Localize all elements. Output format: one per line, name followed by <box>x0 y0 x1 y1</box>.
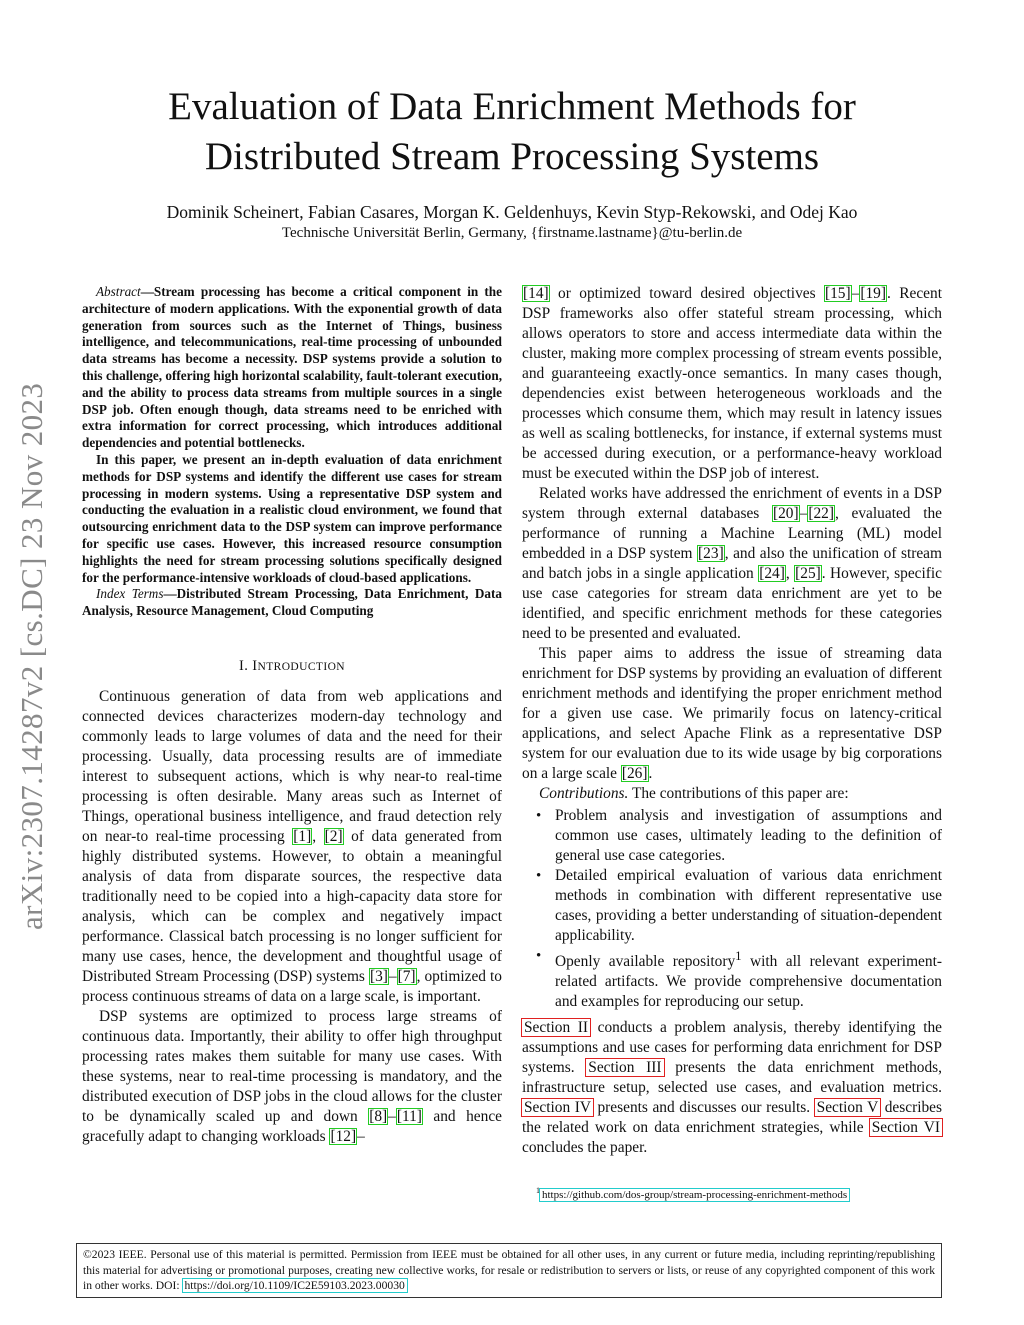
citation-link[interactable]: [7] <box>397 967 416 985</box>
citation-link[interactable]: [8] <box>369 1107 388 1125</box>
left-column <box>82 284 502 1147</box>
citation-link[interactable]: [14] <box>523 285 549 302</box>
contributions-label: Contributions. <box>539 785 629 802</box>
section-link[interactable]: Section VI <box>871 1119 940 1137</box>
contributions-intro: Contributions. The contributions of this paper are: <box>539 785 849 802</box>
index-terms-label: Index Terms <box>96 586 164 602</box>
list-item: • Problem analysis and investigation of assumptions and common use cases, ultimately leading to the definition of general use case categories. <box>536 807 942 864</box>
title-line-1: Evaluation of Data Enrichment Methods for <box>168 85 856 128</box>
affiliation: Technische Universität Berlin, Germany, {firstname.lastname}@tu-berlin.de <box>281 225 743 241</box>
citation-link[interactable]: [15] <box>824 285 851 302</box>
bullet-icon: • <box>536 868 542 884</box>
index-terms: Index Terms—Distributed Stream Processing, Data Enrichment, Data Analysis, Resource Management, Cloud Computing <box>82 586 502 619</box>
doi-link[interactable]: https://doi.org/10.1109/IC2E59103.2023.00030 <box>184 1279 405 1292</box>
citation-link[interactable]: [11] <box>396 1107 422 1125</box>
citation-link[interactable]: [24] <box>759 565 785 582</box>
intro-paragraph-2: DSP systems are optimized to process large streams of continuous data. Importantly, their ability to offer high throughput processing rates makes them suitable for many use cases. With these systems, near to real-time processing is mandatory, and the distributed execution of DSP jobs in the cloud allows for the cluster to be dynamically scaled up and down [8]–[11] and hence gracefully adapt to changing workloads [12]– <box>82 1007 502 1145</box>
citation-link[interactable]: [23] <box>698 545 724 562</box>
footnote-number: 1 <box>536 1186 540 1195</box>
section-link[interactable]: Section V <box>816 1099 879 1117</box>
list-item: • Openly available repository$^1$ with all relevant experiment-related artifacts. We provide comprehensive documentation and examples for reproducing our setup. <box>536 948 942 1011</box>
section-heading-introduction: I. INTRODUCTION <box>239 657 345 674</box>
title-line-2: Distributed Stream Processing Systems <box>204 135 820 178</box>
abstract-paragraph-1: Abstract—Stream processing has become a critical component in the architecture of modern applications. With the exponential growth of data generation from sources such as the Internet of Things, business intelligence, and telecommunications, real-time processing of unbounded data streams has become a necessity. DSP systems provide a solution to this challenge, offering high horizontal scalability, fault-tolerant execution, and the ability to process data streams from multiple sources in a single DSP job. Often enough though, data streams need to be enriched with extra information for correct processing, which introduces additional dependencies and potential bottlenecks. <box>82 284 502 451</box>
author-list: Dominik Scheinert, Fabian Casares, Morgan K. Geldenhuys, Kevin Styp-Rekowski, and Odej Kao <box>166 202 858 222</box>
paper-title <box>120 82 904 182</box>
contributions-list <box>522 806 942 1012</box>
intro-paragraph-4: This paper aims to address the issue of streaming data enrichment for DSP systems by providing an evaluation of different enrichment methods and identifying the proper enrichment method for a given use case. We primarily focus on latency-critical applications, and select Apache Flink as a representative DSP system for our evaluation due to its wide usage by big corporations on a large scale [26]. <box>522 645 942 782</box>
citation-link[interactable]: [22] <box>808 505 834 522</box>
section-link[interactable]: Section III <box>588 1059 662 1077</box>
footnote-marker[interactable]: 1 <box>735 949 742 963</box>
citation-link[interactable]: [3] <box>369 967 388 985</box>
abstract-label: Abstract <box>96 284 141 299</box>
copyright-notice: ©2023 IEEE. Personal use of this material is permitted. Permission from IEEE must be obtained for all other uses, in any current or future media, including reprinting/republishing this material for advertising or promotional purposes, creating new collective works, for resale or redistribution to servers or lists, or reuse of any copyrighted component of this work in other works. DOI: https://doi.org/10.1109/IC2E59103.2023.00030 <box>76 1243 942 1298</box>
paper-outline-paragraph: Section II conducts a problem analysis, thereby identifying the assumptions and use cases for performing data enrichment for DSP systems. Section III presents the data enrichment methods, infrastructure setup, selected use cases, and evaluation metrics. Section IV presents and discusses our results. Section V describes the related work on data enrichment strategies, while Section VI concludes the paper. <box>522 1019 943 1157</box>
list-item: • Detailed empirical evaluation of various data enrichment methods in combination with different representative use cases, providing a better understanding of situation-dependent applicability. <box>536 867 942 944</box>
intro-paragraph-3: Related works have addressed the enrichment of events in a DSP system through external databases [20]–[22], evaluated the performance of running a Machine Learning (ML) model embedded in a DSP system [23], and also the unification of stream and batch jobs in a single application [24], [25]. However, specific use case categories for stream data enrichment are yet to be identified, and specific enrichment methods for these categories need to be presented and evaluated. <box>522 485 942 642</box>
intro-text-right <box>522 284 942 1158</box>
citation-link[interactable]: [26] <box>621 765 648 782</box>
right-column <box>522 284 942 1158</box>
intro-paragraph-1: Continuous generation of data from web applications and connected devices characterizes modern-day technology and commonly leads to large volumes of data and the need for their processing. Usually, data processing results are of immediate interest to subsequent actions, which is why near-to real-time processing is often desirable. Many areas such as Internet of Things, operational business intelligence, and fraud detection rely on near-to real-time processing [1], [2] of data generated from highly distributed systems. However, to obtain a meaningful analysis of data from disparate sources, the respective data traditionally need to be copied into a high-capacity data store for analysis, which can be complex and negatively impact performance. Classical batch processing is no longer sufficient for many use cases, hence, the development and thoughtful usage of Distributed Stream Processing (DSP) systems [3]–[7], optimized to process continuous streams of data on a large scale, is important. <box>82 687 503 1005</box>
citation-link[interactable]: [19] <box>860 285 886 302</box>
abstract <box>82 284 502 620</box>
section-link[interactable]: Section II <box>524 1019 589 1037</box>
footnote <box>536 1186 849 1201</box>
citation-link[interactable]: [1] <box>293 827 312 845</box>
citation-link[interactable]: [2] <box>324 827 343 845</box>
section-link[interactable]: Section IV <box>524 1099 591 1117</box>
citation-link[interactable]: [12] <box>330 1127 357 1145</box>
arxiv-identifier: arXiv:2307.14287v2 [cs.DC] 23 Nov 2023 <box>14 382 49 930</box>
repository-url-link[interactable]: https://github.com/dos-group/stream-processing-enrichment-methods <box>542 1188 848 1201</box>
abstract-paragraph-2: In this paper, we present an in-depth evaluation of data enrichment methods for DSP systems and identify the different use cases for stream processing in modern systems. Using a representative DSP system and conducting the evaluation in a realistic cloud environment, we found that outsourcing enrichment data to the DSP system can improve performance for specific use cases. However, this increased resource consumption highlights the need for stream processing solutions specifically designed for the performance-intensive workloads of cloud-based applications. <box>82 451 502 585</box>
intro-paragraph-2-continued: [14] or optimized toward desired objectives [15]–[19]. Recent DSP frameworks also offer stateful stream processing, which allows operators to store and access intermediate data within the cluster, making more complex processing of stream events possible, and guaranteeing exactly-once semantics. In many cases though, dependencies exist between heterogeneous workloads and the processes which consume them, which may result in latency issues as well as scaling bottlenecks, for instance, if external systems must be accessed during execution, or a performance-heavy workload must be executed within the DSP job of interest. <box>522 285 942 482</box>
citation-link[interactable]: [25] <box>795 565 821 582</box>
intro-text-left <box>82 687 502 1147</box>
bullet-icon: • <box>536 948 542 964</box>
citation-link[interactable]: [20] <box>772 505 799 522</box>
bullet-icon: • <box>536 808 542 824</box>
